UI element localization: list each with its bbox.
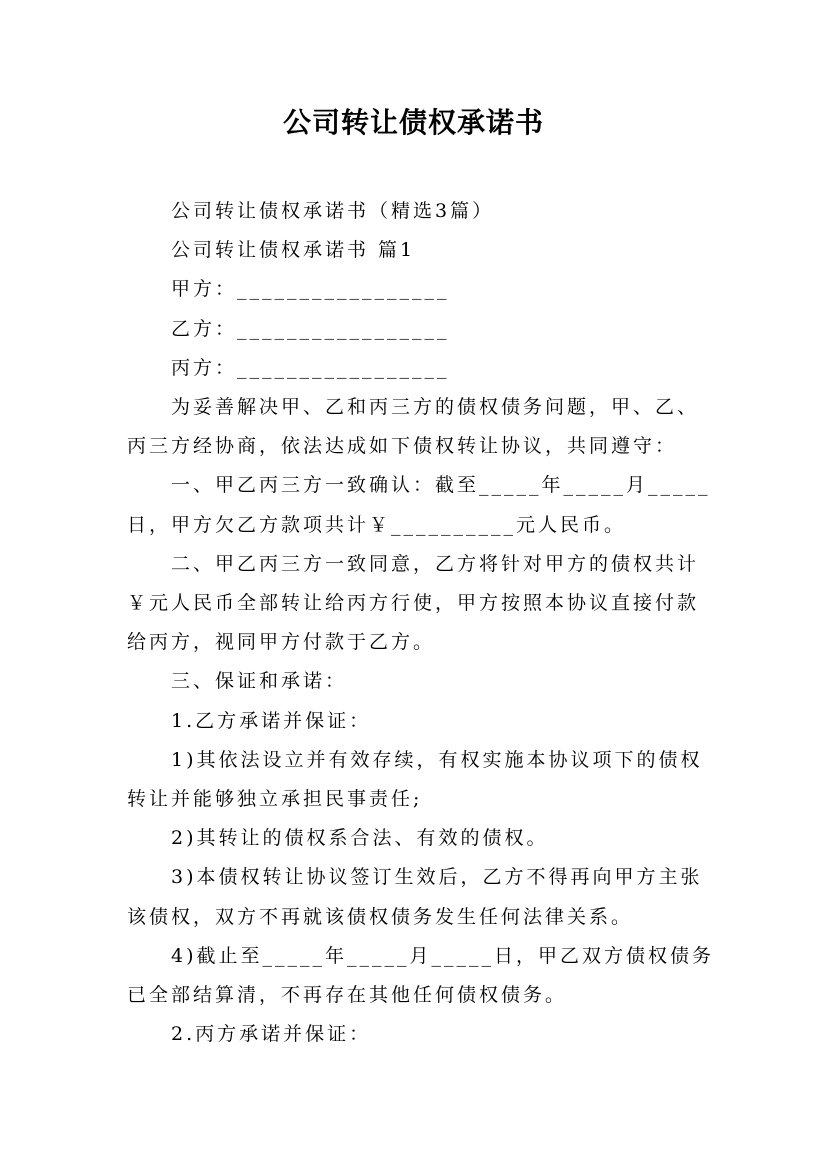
clause-heading: 三、保证和承诺： <box>171 670 348 693</box>
paragraph-line: 转让并能够独立承担民事责任; <box>127 788 423 811</box>
paragraph-line: 该债权，双方不再就该债权债务发生任何法律关系。 <box>127 905 634 928</box>
paragraph-line: 4)截止至_____年_____月_____日，甲乙双方债权债务 <box>171 944 715 967</box>
paragraph-line: 1)其依法设立并有效存续，有权实施本协议项下的债权 <box>171 748 703 771</box>
paragraph-line: ￥元人民币全部转让给丙方行使，甲方按照本协议直接付款 <box>127 592 700 615</box>
paragraph-line: 为妥善解决甲、乙和丙三方的债权债务问题，甲、乙、 <box>171 396 700 419</box>
paragraph-line: 2)其转让的债权系合法、有效的债权。 <box>171 827 549 850</box>
paragraph-line: 二、甲乙丙三方一致同意，乙方将针对甲方的债权共计 <box>171 552 700 575</box>
paragraph-line: 丙三方经协商，依法达成如下债权转让协议，共同遵守： <box>127 435 678 458</box>
paragraph-line: 给丙方，视同甲方付款于乙方。 <box>127 631 436 654</box>
section-heading: 公司转让债权承诺书 篇1 <box>171 239 416 262</box>
party-b-line: 乙方：_________________ <box>171 317 450 340</box>
paragraph-line: 3)本债权转让协议签订生效后，乙方不得再向甲方主张 <box>171 866 703 889</box>
subtitle-line: 公司转让债权承诺书（精选3篇） <box>171 200 495 222</box>
paragraph-line: 一、甲乙丙三方一致确认：截至_____年_____月_____ <box>171 474 711 497</box>
document-title: 公司转让债权承诺书 <box>282 106 544 139</box>
paragraph-line: 日，甲方欠乙方款项共计￥__________元人民币。 <box>127 513 627 536</box>
document-body <box>127 192 715 1054</box>
clause-subheading: 2.丙方承诺并保证： <box>171 1023 372 1046</box>
party-a-line: 甲方：_________________ <box>171 278 450 301</box>
clause-subheading: 1.乙方承诺并保证： <box>171 709 372 732</box>
paragraph-line: 已全部结算清，不再存在其他任何债权债务。 <box>127 984 568 1007</box>
party-c-line: 丙方：_________________ <box>171 356 450 379</box>
